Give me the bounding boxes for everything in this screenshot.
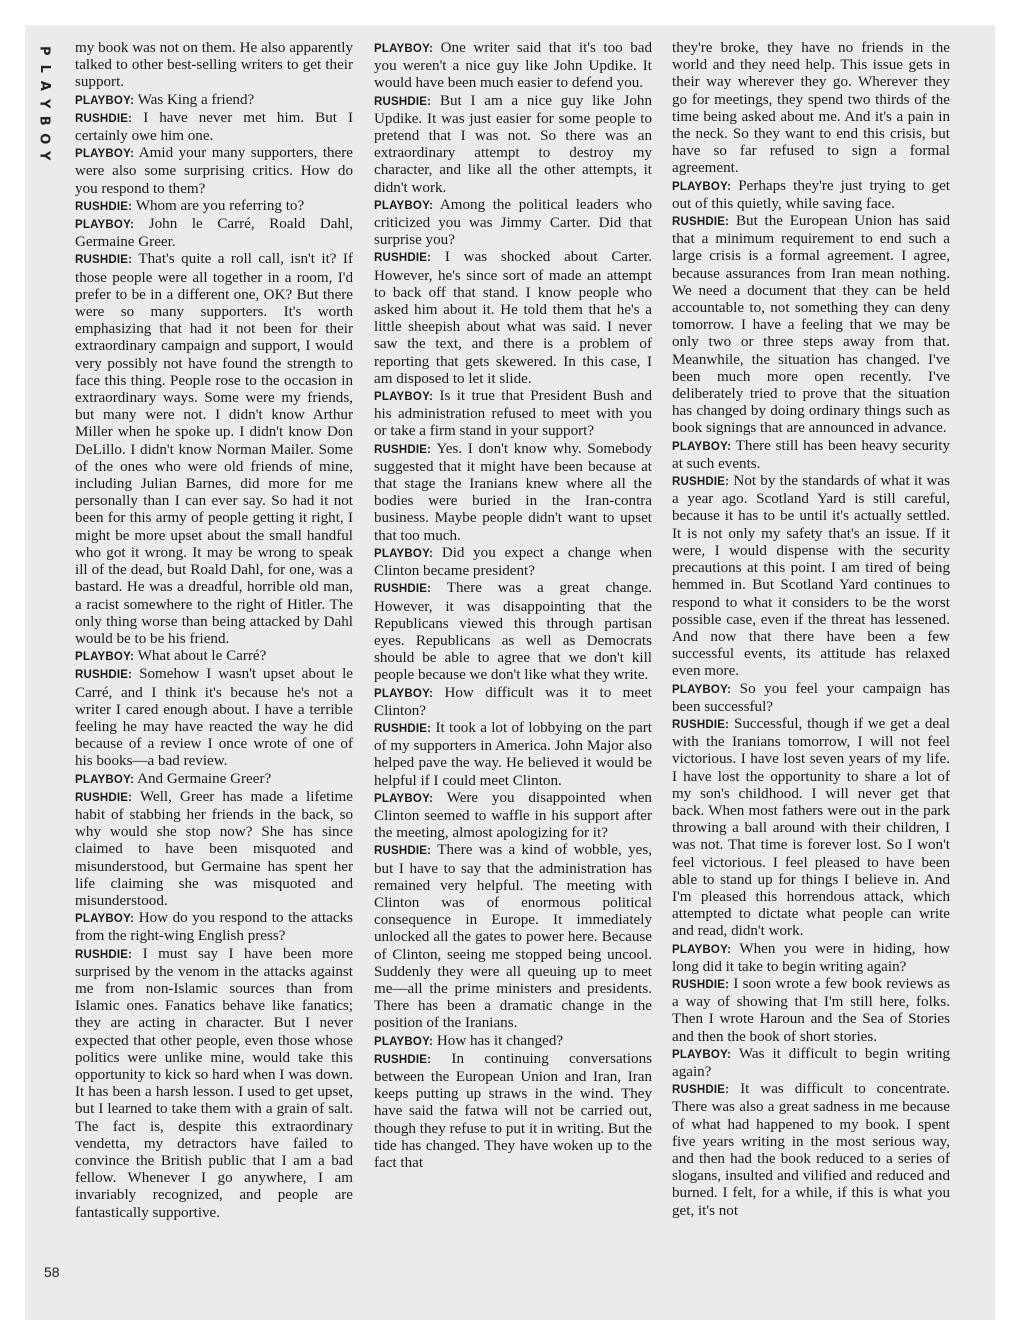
- paragraph-text: I have never met him. But I certainly owe him one.: [75, 109, 353, 145]
- interview-paragraph: [374, 580, 652, 684]
- interview-paragraph: [374, 545, 652, 580]
- paragraph-text: I was shocked about Carter. However, he's since sort of made an attempt to back off that stand. I know people who asked him about it. He told them that he's a little sheepish about what was said. I never saw the text, and there is a problem of reporting that gets skewered. In this case, I am disposed to let it slide.: [374, 249, 652, 387]
- paragraph-text: Did you expect a change when Clinton became president?: [374, 544, 652, 580]
- paragraph-text: Amid your many supporters, there were also some surprising critics. How do you respond to them?: [75, 145, 353, 197]
- paragraph-text: Somehow I wasn't upset about le Carré, and I think it's because he's not a writer I cared enough about. I have a terrible feeling he may have reacted the way he did because of a review I once wrote of one of his books—a bad review.: [75, 666, 353, 770]
- interview-paragraph: [374, 790, 652, 843]
- interview-paragraph: [672, 1046, 950, 1081]
- speaker-label: PLAYBOY:: [75, 651, 135, 664]
- interview-paragraph: [374, 720, 652, 790]
- paragraph-text: they're broke, they have no friends in the world and they need help. This issue gets in their way wherever they go. Wherever they go for meetings, they spend two thirds of the time being asked about me. And it's a pain in the neck. So they want to end this crisis, but have so far refused to sign a formal agreement.: [672, 40, 950, 177]
- interview-paragraph: [75, 910, 353, 945]
- paragraph-text: There was a kind of wobble, yes, but I have to say that the administration has remained very helpful. The meeting with Clinton was of enormous political consequence in Europe. It immediately unlocked all the gates to power here. Because of Clinton, seeing me stopped being uncool. Suddenly they were all queuing up to meet me—all the prime ministers and presidents. There has been a dramatic change in the position of the Iranians.: [374, 842, 652, 1032]
- paragraph-text: Perhaps they're just trying to get out of this quietly, while saving face.: [672, 177, 950, 212]
- interview-paragraph: [75, 216, 353, 251]
- speaker-label: RUSHDIE:: [374, 845, 432, 858]
- speaker-label: RUSHDIE:: [374, 722, 432, 735]
- wordmark-letter: P: [36, 45, 52, 56]
- interview-paragraph: [672, 40, 950, 178]
- wordmark-letter: B: [36, 115, 52, 126]
- speaker-label: RUSHDIE:: [75, 200, 133, 213]
- interview-paragraph: [75, 40, 353, 92]
- interview-paragraph: [75, 771, 353, 789]
- speaker-label: RUSHDIE:: [75, 948, 133, 961]
- paragraph-text: There still has been heavy security at such events.: [672, 437, 950, 472]
- speaker-label: PLAYBOY:: [374, 687, 434, 700]
- interview-paragraph: [75, 648, 353, 666]
- speaker-label: PLAYBOY:: [672, 683, 732, 696]
- speaker-label: PLAYBOY:: [75, 913, 135, 926]
- text-column-middle: [374, 40, 652, 1172]
- paragraph-text: I soon wrote a few book reviews as a way of showing that I'm still here, folks. Then I wrote Haroun and the Sea of Stories and then the book of short stories.: [672, 975, 950, 1045]
- paragraph-text: It took a lot of lobbying on the part of my supporters in America. John Major also helped pave the way. He believed it would be helpful if I could meet Clinton.: [374, 719, 652, 789]
- speaker-label: RUSHDIE:: [672, 216, 730, 229]
- interview-paragraph: [374, 388, 652, 441]
- playboy-vertical-wordmark: [33, 42, 55, 165]
- interview-paragraph: [75, 251, 353, 648]
- paragraph-text: I must say I have been more surprised by the venom in the attacks against me from non-Islamic sources than from Islamic ones. Fanatics behave like fanatics; they are acting in character. But I never expected that other people, even those whose politics were unlike mine, would take this opportunity to kick so hard when I was down. It has been a harsh lesson. I used to get upset, but I learned to take them with a grain of salt. The fact is, despite this extraordinary vendetta, my detractors have failed to convince the British public that I am a bad fellow. Whenever I go anywhere, I am invariably recognized, and people are fantastically supportive.: [75, 945, 353, 1221]
- interview-paragraph: [75, 92, 353, 110]
- speaker-label: RUSHDIE:: [374, 443, 432, 456]
- paragraph-text: Successful, though if we get a deal with the Iranians tomorrow, I will not feel victorious. I have lost seven years of my life. I have lost the opportunity to share a lot of my son's childhood. I will never get that back. When most fathers were out in the park throwing a ball around with their children, I was not. That time is forever lost. So I won't feel victorious. I feel pleased to have been able to stand up for things I believe in. And I'm pleased this horrendous attack, which attempted to dictate what people can write and read, didn't work.: [672, 715, 950, 940]
- paragraph-text: Whom are you referring to?: [135, 197, 305, 214]
- paragraph-text: Was King a friend?: [137, 91, 255, 108]
- paragraph-text: How has it changed?: [436, 1032, 564, 1049]
- speaker-label: PLAYBOY:: [672, 943, 732, 956]
- paragraph-text: Was it difficult to begin writing again?: [672, 1045, 950, 1080]
- paragraph-text: Not by the standards of what it was a year ago. Scotland Yard is still careful, because it has to be until it's actually settled. It is not only my safety that's an issue. If it were, I would dispense with the security precautions at this point. I am tired of being hemmed in. But Scotland Yard continues to respond to what it considers to be the worst possible case, even if the threat has lessened. And now that there have been a few successful events, its attitude has relaxed even more.: [672, 473, 950, 680]
- interview-paragraph: [75, 145, 353, 198]
- speaker-label: RUSHDIE:: [75, 791, 133, 804]
- interview-paragraph: [374, 1033, 652, 1051]
- interview-paragraph: [374, 685, 652, 720]
- interview-paragraph: [374, 197, 652, 250]
- speaker-label: RUSHDIE:: [672, 718, 730, 731]
- wordmark-letter: A: [36, 80, 52, 91]
- speaker-label: PLAYBOY:: [374, 792, 434, 805]
- speaker-label: RUSHDIE:: [672, 978, 730, 991]
- paragraph-text: Well, Greer has made a lifetime habit of stabbing her friends in the back, so why would she stop now? She has since claimed to have been misquoted and misunderstood, but Germaine has spent her life claiming she was misquoted and misunderstood.: [75, 788, 353, 909]
- interview-paragraph: [672, 976, 950, 1046]
- interview-paragraph: [75, 198, 353, 216]
- paragraph-text: Yes. I don't know why. Somebody suggested that it might have been because at that stage the Iranians knew where all the bodies were buried in the Iran-contra business. Maybe people didn't want to upset that too much.: [374, 440, 652, 544]
- paragraph-text: John le Carré, Roald Dahl, Germaine Greer.: [75, 216, 353, 251]
- page-number: 58: [44, 1264, 60, 1280]
- interview-paragraph: [374, 441, 652, 545]
- paragraph-text: But the European Union has said that a minimum requirement to end such a large crisis is a formal agreement. I agree, because assurances from Iran mean nothing. We need a document that they can be held accountable to, not something they can deny tomorrow. I have a feeling that we may be only two or three steps away from that. Meanwhile, the situation has changed. I've been much more open recently. I've deliberately tried to prove that the situation has changed by doing ordinary things such as book signings that are announced in advance.: [672, 213, 950, 437]
- speaker-label: RUSHDIE:: [75, 669, 133, 682]
- paragraph-text: So you feel your campaign has been successful?: [672, 680, 951, 715]
- interview-paragraph: [75, 789, 353, 910]
- speaker-label: PLAYBOY:: [75, 148, 135, 161]
- interview-paragraph: [672, 213, 950, 438]
- speaker-label: PLAYBOY:: [672, 1048, 732, 1061]
- interview-paragraph: [374, 1051, 652, 1172]
- speaker-label: RUSHDIE:: [75, 254, 133, 267]
- speaker-label: RUSHDIE:: [374, 1053, 432, 1066]
- interview-paragraph: [75, 110, 353, 145]
- speaker-label: RUSHDIE:: [672, 476, 730, 489]
- text-column-left: [75, 40, 353, 1222]
- paragraph-text: In continuing conversations between the European Union and Iran, Iran keeps putting up straws in the wind. They have said the fatwa will not be carried out, though they refuse to put it in writing. But the tide has changed. They have woken up to the fact that: [374, 1050, 652, 1171]
- paragraph-text: Were you disappointed when Clinton seemed to waffle in his support after the meeting, almost apologizing for it?: [374, 789, 652, 842]
- wordmark-letter: L: [36, 64, 52, 73]
- interview-paragraph: [672, 941, 950, 976]
- speaker-label: PLAYBOY:: [374, 43, 434, 55]
- speaker-label: PLAYBOY:: [374, 391, 434, 404]
- speaker-label: RUSHDIE:: [374, 95, 432, 108]
- speaker-label: PLAYBOY:: [672, 180, 732, 193]
- interview-paragraph: [374, 93, 652, 197]
- paragraph-text: One writer said that it's too bad you weren't a nice guy like John Updike. It would have been much easier to defend you.: [374, 40, 652, 92]
- text-column-right: [672, 40, 950, 1220]
- speaker-label: PLAYBOY:: [672, 440, 732, 453]
- interview-paragraph: [672, 681, 950, 716]
- wordmark-letter: O: [36, 132, 52, 144]
- speaker-label: PLAYBOY:: [75, 219, 135, 232]
- speaker-label: RUSHDIE:: [672, 1084, 730, 1097]
- speaker-label: PLAYBOY:: [374, 199, 434, 212]
- paragraph-text: Among the political leaders who criticized you was Jimmy Carter. Did that surprise you?: [374, 196, 652, 249]
- interview-paragraph: [672, 438, 950, 473]
- speaker-label: PLAYBOY:: [374, 547, 434, 560]
- paragraph-text: When you were in hiding, how long did it take to begin writing again?: [672, 940, 950, 975]
- interview-paragraph: [374, 249, 652, 388]
- paragraph-text: Is it true that President Bush and his administration refused to meet with you or take a firm stand in your support?: [374, 388, 652, 440]
- speaker-label: PLAYBOY:: [75, 773, 135, 786]
- speaker-label: PLAYBOY:: [374, 1035, 434, 1048]
- wordmark-letter: Y: [36, 151, 52, 161]
- interview-paragraph: [374, 842, 652, 1032]
- speaker-label: RUSHDIE:: [75, 112, 133, 125]
- speaker-label: RUSHDIE:: [374, 583, 432, 596]
- speaker-label: PLAYBOY:: [75, 94, 135, 107]
- paragraph-text: What about le Carré?: [137, 648, 267, 665]
- interview-paragraph: [672, 178, 950, 213]
- interview-paragraph: [672, 716, 950, 941]
- interview-paragraph: [75, 946, 353, 1222]
- interview-paragraph: [374, 40, 652, 93]
- paragraph-text: How difficult was it to meet Clinton?: [374, 684, 652, 719]
- interview-paragraph: [672, 1081, 950, 1220]
- paragraph-text: And Germaine Greer?: [137, 770, 272, 787]
- interview-paragraph: [672, 473, 950, 680]
- paragraph-text: It was difficult to concentrate. There was also a great sadness in me because of what had happened to my book. I spent five years writing in the most serious way, and then had the book reduced to a series of slogans, insulted and vilified and reduced and burned. I felt, for a while, if this is what you get, it's not: [672, 1081, 951, 1219]
- paragraph-text: But I am a nice guy like John Updike. It was just easier for some people to pretend that I was not. So there was an extraordinary attempt to destroy my character, and like all the other attempts, it didn't work.: [374, 92, 652, 196]
- paragraph-text: That's quite a roll call, isn't it? If those people were all together in a room, I'd prefer to be in a different one, OK? But there were so many supporters. It's worth emphasizing that had it not been for their extraordinary campaign and support, I would very possibly not have found the strength to face this thing. People rose to the occasion in extraordinary ways. Some were my friends, but many were not. I didn't know Arthur Miller when he spoke up. I didn't know Don DeLillo. I didn't know Norman Mailer. Some of the ones who were old friends of mine, including Julian Barnes, did more for me personally than I can ever say. So had it not been for this army of people getting it right, I might be more upset about the small handful who got it wrong. It may be wrong to speak ill of the dead, but Roald Dahl, for one, was a bastard. He was a dreadful, horrible old man, a racist somewhere to the right of Hitler. The only thing worse than being attacked by Dahl would be to be his friend.: [75, 251, 353, 647]
- paragraph-text: my book was not on them. He also apparently talked to other best-selling writers to get their support.: [75, 40, 353, 91]
- paragraph-text: There was a great change. However, it was disappointing that the Republicans viewed this through partisan eyes. Republicans as well as Democrats should be able to agree that we don't kill people because we don't like what they write.: [374, 580, 652, 684]
- speaker-label: RUSHDIE:: [374, 252, 432, 265]
- interview-paragraph: [75, 666, 353, 770]
- paragraph-text: How do you respond to the attacks from the right-wing English press?: [75, 910, 353, 945]
- wordmark-letter: Y: [36, 98, 52, 108]
